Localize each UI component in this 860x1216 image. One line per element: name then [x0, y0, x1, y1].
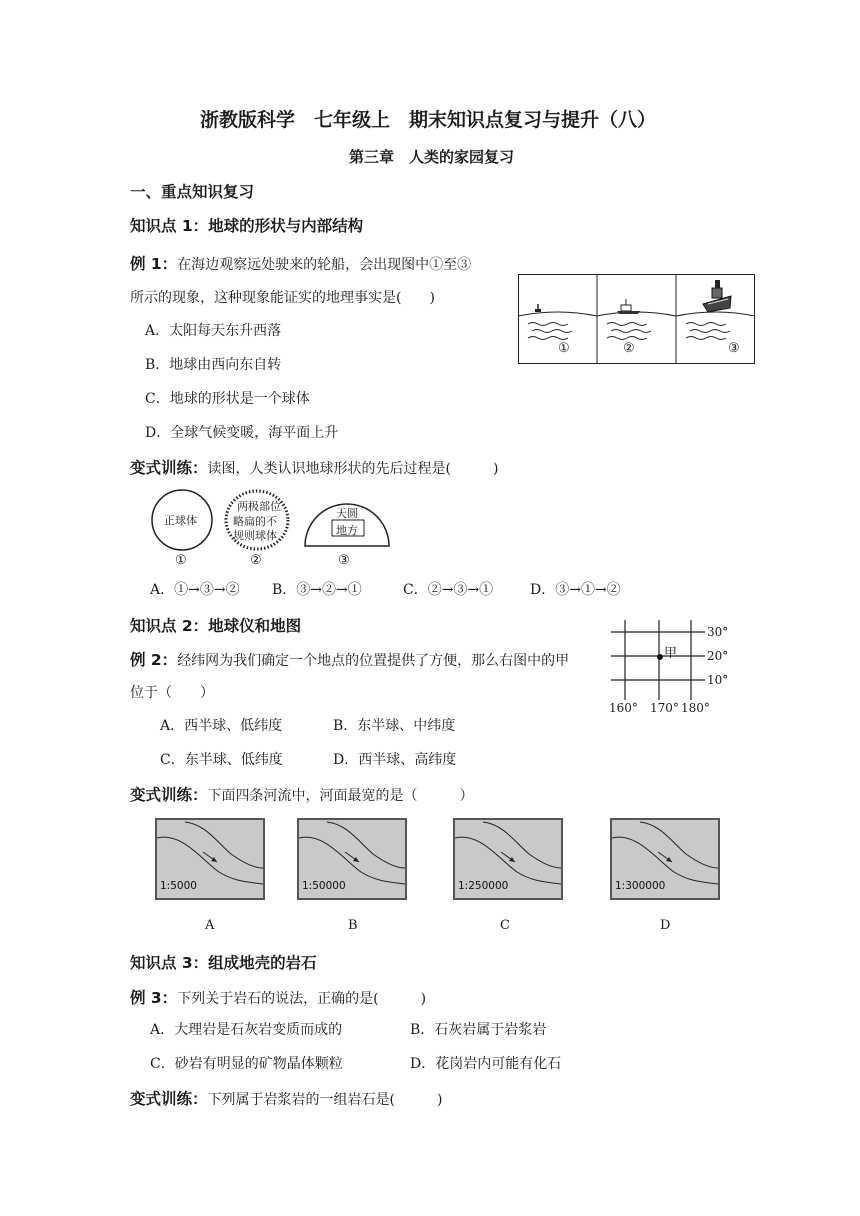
- variant2-label: 变式训练：: [130, 786, 208, 804]
- river-label-b: B: [348, 918, 358, 933]
- variant2-text: [130, 783, 474, 805]
- grid-lat-10: 10°: [707, 673, 729, 687]
- example1-text: [130, 252, 471, 274]
- grid-lat-30: 30°: [707, 625, 729, 639]
- example3-text: [130, 986, 426, 1008]
- variant3-question: 下列属于岩浆岩的一组岩石是( ): [207, 1092, 443, 1108]
- river-scale-a: 1:5000: [160, 880, 197, 892]
- grid-lon-180: 180°: [681, 701, 710, 715]
- earth-shape-figure: [150, 488, 390, 570]
- example3-label: 例 3：: [130, 989, 178, 1007]
- river-map-a[interactable]: [155, 818, 265, 900]
- example1-label: 例 1：: [130, 255, 178, 273]
- example3-option-b[interactable]: B．石灰岩属于岩浆岩: [410, 1022, 547, 1038]
- shape1-text: 正球体: [164, 514, 197, 527]
- page-title: 浙教版科学 七年级上 期末知识点复习与提升（八）: [200, 109, 657, 131]
- shape2-text-2: 略扁的不: [233, 515, 277, 528]
- example2-text: [130, 648, 569, 670]
- shape2-text-3: 规则球体: [233, 529, 277, 542]
- river-label-c: C: [500, 918, 510, 933]
- river-map-c[interactable]: [453, 818, 563, 900]
- ship-diagram: [518, 274, 755, 364]
- variant3-label: 变式训练：: [130, 1090, 208, 1108]
- example3-option-a[interactable]: A．大理岩是石灰岩变质而成的: [150, 1022, 343, 1038]
- section-heading: 一、重点知识复习: [130, 183, 255, 201]
- shape3-text-2: 地方: [336, 524, 358, 537]
- example1-option-d[interactable]: D．全球气候变暖，海平面上升: [145, 425, 339, 441]
- example1-line2: 所示的现象，这种现象能证实的地理事实是( ): [130, 290, 435, 306]
- example3-option-d[interactable]: D．花岗岩内可能有化石: [410, 1056, 562, 1072]
- variant1-option-a[interactable]: A．①→③→②: [150, 582, 240, 598]
- example2-label: 例 2：: [130, 651, 178, 669]
- river-label-a: A: [205, 918, 215, 933]
- kp3-title: 知识点 3：组成地壳的岩石: [130, 954, 317, 972]
- example3-option-c[interactable]: C．砂岩有明显的矿物晶体颗粒: [150, 1056, 343, 1072]
- kp1-title: 知识点 1：地球的形状与内部结构: [130, 217, 364, 235]
- variant1-option-b[interactable]: B．③→②→①: [272, 582, 362, 598]
- variant1-option-d[interactable]: D．③→①→②: [530, 582, 621, 598]
- example1-option-b[interactable]: B．地球由西向东自转: [145, 357, 282, 373]
- variant3-text: [130, 1087, 442, 1109]
- variant1-label: 变式训练：: [130, 459, 208, 477]
- ship-figure: [518, 274, 755, 364]
- river-map-d[interactable]: [610, 818, 720, 900]
- river-scale-d: 1:300000: [615, 880, 666, 892]
- river-scale-c: 1:250000: [458, 880, 509, 892]
- grid-lat-20: 20°: [707, 649, 729, 663]
- shape2-text-1: 两极部位: [237, 500, 281, 513]
- grid-point-label: 甲: [664, 646, 678, 661]
- ship-label-1: ①: [558, 341, 570, 356]
- latlon-grid-figure: [607, 618, 735, 722]
- grid-lon-170: 170°: [650, 701, 679, 715]
- shape-label-2: ②: [250, 553, 262, 568]
- example1-option-a[interactable]: A．太阳每天东升西落: [145, 323, 282, 339]
- example3-question: 下列关于岩石的说法，正确的是( ): [177, 991, 427, 1007]
- example2-option-c[interactable]: C．东半球、低纬度: [160, 752, 283, 768]
- shape3-text-1: 天圆: [336, 507, 358, 520]
- example1-line1: 在海边观察远处驶来的轮船，会出现图中①至③: [177, 257, 472, 273]
- chapter-title: 第三章 人类的家园复习: [349, 148, 515, 166]
- variant2-question: 下面四条河流中，河面最宽的是（ ）: [207, 788, 474, 804]
- example2-line2: 位于（ ）: [130, 685, 214, 701]
- river-scale-b: 1:50000: [302, 880, 346, 892]
- ship-label-2: ②: [623, 341, 635, 356]
- variant1-text: [130, 456, 498, 478]
- shape-label-3: ③: [338, 553, 350, 568]
- river-label-d: D: [660, 918, 671, 933]
- variant1-question: 读图，人类认识地球形状的先后过程是( ): [207, 461, 499, 477]
- kp2-title: 知识点 2：地球仪和地图: [130, 617, 302, 635]
- river-map-b[interactable]: [297, 818, 407, 900]
- ship-label-3: ③: [728, 341, 740, 356]
- example2-line1: 经纬网为我们确定一个地点的位置提供了方便，那么右图中的甲: [177, 653, 570, 669]
- variant1-option-c[interactable]: C．②→③→①: [403, 582, 494, 598]
- example2-option-a[interactable]: A．西半球、低纬度: [160, 718, 283, 734]
- example2-option-d[interactable]: D．西半球、高纬度: [333, 752, 457, 768]
- grid-lon-160: 160°: [609, 701, 638, 715]
- example2-option-b[interactable]: B．东半球、中纬度: [333, 718, 456, 734]
- example1-option-c[interactable]: C．地球的形状是一个球体: [145, 391, 310, 407]
- shape-label-1: ①: [175, 553, 187, 568]
